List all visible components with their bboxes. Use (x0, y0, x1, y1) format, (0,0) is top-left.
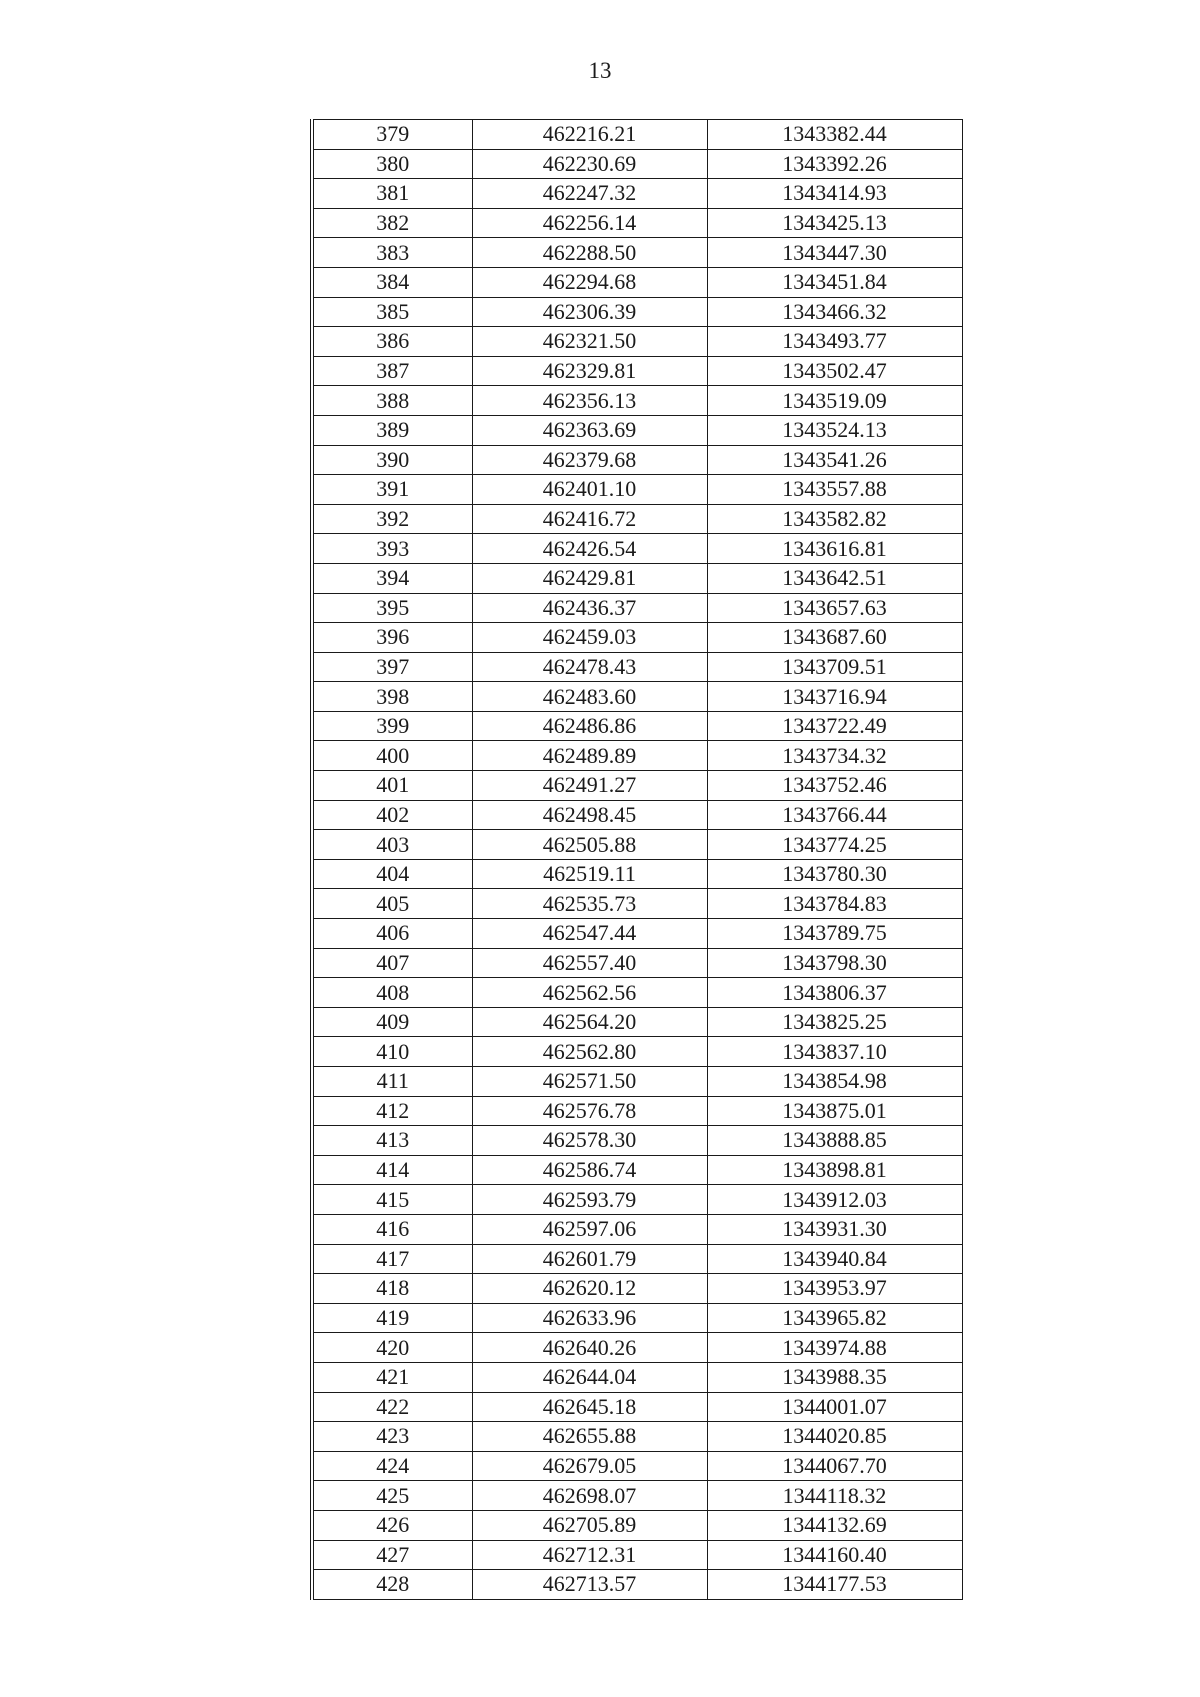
point-number-cell: 426 (312, 1510, 472, 1540)
table-row (312, 1510, 962, 1540)
y-coordinate-cell: 1343940.84 (707, 1244, 962, 1274)
y-coordinate-cell: 1343766.44 (707, 800, 962, 830)
point-number-cell: 404 (312, 859, 472, 889)
x-coordinate-cell: 462329.81 (472, 356, 707, 386)
coordinates-table (310, 119, 963, 1600)
table-row (312, 1392, 962, 1422)
point-number-cell: 425 (312, 1481, 472, 1511)
y-coordinate-cell: 1343953.97 (707, 1274, 962, 1304)
point-number-cell: 393 (312, 534, 472, 564)
table-row (312, 1214, 962, 1244)
table-row (312, 238, 962, 268)
table-row (312, 741, 962, 771)
table-row (312, 1481, 962, 1511)
y-coordinate-cell: 1343716.94 (707, 682, 962, 712)
x-coordinate-cell: 462698.07 (472, 1481, 707, 1511)
point-number-cell: 405 (312, 889, 472, 919)
table-row (312, 327, 962, 357)
x-coordinate-cell: 462535.73 (472, 889, 707, 919)
table-row (312, 267, 962, 297)
x-coordinate-cell: 462321.50 (472, 327, 707, 357)
y-coordinate-cell: 1343709.51 (707, 652, 962, 682)
y-coordinate-cell: 1343722.49 (707, 711, 962, 741)
table-row (312, 1570, 962, 1600)
y-coordinate-cell: 1343382.44 (707, 120, 962, 150)
y-coordinate-cell: 1343780.30 (707, 859, 962, 889)
table-row (312, 978, 962, 1008)
x-coordinate-cell: 462288.50 (472, 238, 707, 268)
point-number-cell: 380 (312, 149, 472, 179)
x-coordinate-cell: 462712.31 (472, 1540, 707, 1570)
x-coordinate-cell: 462562.56 (472, 978, 707, 1008)
point-number-cell: 411 (312, 1067, 472, 1097)
y-coordinate-cell: 1343557.88 (707, 475, 962, 505)
table-row (312, 1067, 962, 1097)
x-coordinate-cell: 462498.45 (472, 800, 707, 830)
point-number-cell: 386 (312, 327, 472, 357)
table-row (312, 1274, 962, 1304)
point-number-cell: 422 (312, 1392, 472, 1422)
table-row (312, 948, 962, 978)
point-number-cell: 402 (312, 800, 472, 830)
point-number-cell: 413 (312, 1126, 472, 1156)
x-coordinate-cell: 462644.04 (472, 1362, 707, 1392)
x-coordinate-cell: 462230.69 (472, 149, 707, 179)
point-number-cell: 416 (312, 1214, 472, 1244)
y-coordinate-cell: 1343784.83 (707, 889, 962, 919)
table-row (312, 889, 962, 919)
y-coordinate-cell: 1344132.69 (707, 1510, 962, 1540)
table-row (312, 208, 962, 238)
x-coordinate-cell: 462505.88 (472, 830, 707, 860)
point-number-cell: 387 (312, 356, 472, 386)
point-number-cell: 391 (312, 475, 472, 505)
table-row (312, 1333, 962, 1363)
x-coordinate-cell: 462593.79 (472, 1185, 707, 1215)
y-coordinate-cell: 1343875.01 (707, 1096, 962, 1126)
x-coordinate-cell: 462489.89 (472, 741, 707, 771)
x-coordinate-cell: 462620.12 (472, 1274, 707, 1304)
point-number-cell: 407 (312, 948, 472, 978)
x-coordinate-cell: 462356.13 (472, 386, 707, 416)
x-coordinate-cell: 462633.96 (472, 1303, 707, 1333)
table-row (312, 534, 962, 564)
point-number-cell: 398 (312, 682, 472, 712)
coordinates-table-body (312, 120, 962, 1600)
y-coordinate-cell: 1343789.75 (707, 919, 962, 949)
point-number-cell: 409 (312, 1007, 472, 1037)
x-coordinate-cell: 462578.30 (472, 1126, 707, 1156)
x-coordinate-cell: 462705.89 (472, 1510, 707, 1540)
x-coordinate-cell: 462562.80 (472, 1037, 707, 1067)
x-coordinate-cell: 462363.69 (472, 415, 707, 445)
point-number-cell: 395 (312, 593, 472, 623)
y-coordinate-cell: 1344118.32 (707, 1481, 962, 1511)
x-coordinate-cell: 462486.86 (472, 711, 707, 741)
point-number-cell: 420 (312, 1333, 472, 1363)
x-coordinate-cell: 462645.18 (472, 1392, 707, 1422)
y-coordinate-cell: 1343854.98 (707, 1067, 962, 1097)
table-row (312, 563, 962, 593)
table-row (312, 504, 962, 534)
x-coordinate-cell: 462247.32 (472, 179, 707, 209)
point-number-cell: 389 (312, 415, 472, 445)
y-coordinate-cell: 1343734.32 (707, 741, 962, 771)
y-coordinate-cell: 1343752.46 (707, 771, 962, 801)
y-coordinate-cell: 1343493.77 (707, 327, 962, 357)
x-coordinate-cell: 462597.06 (472, 1214, 707, 1244)
y-coordinate-cell: 1343582.82 (707, 504, 962, 534)
x-coordinate-cell: 462547.44 (472, 919, 707, 949)
point-number-cell: 423 (312, 1422, 472, 1452)
x-coordinate-cell: 462216.21 (472, 120, 707, 150)
y-coordinate-cell: 1344020.85 (707, 1422, 962, 1452)
y-coordinate-cell: 1343825.25 (707, 1007, 962, 1037)
point-number-cell: 383 (312, 238, 472, 268)
table-row (312, 1303, 962, 1333)
point-number-cell: 421 (312, 1362, 472, 1392)
x-coordinate-cell: 462491.27 (472, 771, 707, 801)
table-row (312, 1096, 962, 1126)
x-coordinate-cell: 462655.88 (472, 1422, 707, 1452)
table-row (312, 1037, 962, 1067)
table-row (312, 1244, 962, 1274)
point-number-cell: 382 (312, 208, 472, 238)
y-coordinate-cell: 1343912.03 (707, 1185, 962, 1215)
table-row (312, 711, 962, 741)
y-coordinate-cell: 1343898.81 (707, 1155, 962, 1185)
x-coordinate-cell: 462294.68 (472, 267, 707, 297)
x-coordinate-cell: 462478.43 (472, 652, 707, 682)
y-coordinate-cell: 1343524.13 (707, 415, 962, 445)
table-row (312, 1422, 962, 1452)
table-row (312, 415, 962, 445)
table-row (312, 859, 962, 889)
table-row (312, 800, 962, 830)
y-coordinate-cell: 1343931.30 (707, 1214, 962, 1244)
point-number-cell: 410 (312, 1037, 472, 1067)
table-row (312, 652, 962, 682)
y-coordinate-cell: 1343451.84 (707, 267, 962, 297)
table-row (312, 682, 962, 712)
x-coordinate-cell: 462576.78 (472, 1096, 707, 1126)
x-coordinate-cell: 462483.60 (472, 682, 707, 712)
page-number: 13 (588, 58, 612, 83)
x-coordinate-cell: 462379.68 (472, 445, 707, 475)
point-number-cell: 406 (312, 919, 472, 949)
point-number-cell: 412 (312, 1096, 472, 1126)
y-coordinate-cell: 1343965.82 (707, 1303, 962, 1333)
point-number-cell: 379 (312, 120, 472, 150)
y-coordinate-cell: 1343414.93 (707, 179, 962, 209)
point-number-cell: 408 (312, 978, 472, 1008)
y-coordinate-cell: 1343988.35 (707, 1362, 962, 1392)
y-coordinate-cell: 1343687.60 (707, 623, 962, 653)
table-row (312, 445, 962, 475)
table-row (312, 1155, 962, 1185)
x-coordinate-cell: 462459.03 (472, 623, 707, 653)
x-coordinate-cell: 462436.37 (472, 593, 707, 623)
table-row (312, 1185, 962, 1215)
table-row (312, 1007, 962, 1037)
x-coordinate-cell: 462679.05 (472, 1451, 707, 1481)
point-number-cell: 427 (312, 1540, 472, 1570)
table-row (312, 830, 962, 860)
table-row (312, 179, 962, 209)
table-row (312, 593, 962, 623)
y-coordinate-cell: 1343502.47 (707, 356, 962, 386)
table-row (312, 1540, 962, 1570)
y-coordinate-cell: 1343642.51 (707, 563, 962, 593)
y-coordinate-cell: 1343392.26 (707, 149, 962, 179)
point-number-cell: 403 (312, 830, 472, 860)
point-number-cell: 428 (312, 1570, 472, 1600)
x-coordinate-cell: 462601.79 (472, 1244, 707, 1274)
point-number-cell: 414 (312, 1155, 472, 1185)
table-row (312, 475, 962, 505)
table-row (312, 120, 962, 150)
y-coordinate-cell: 1343519.09 (707, 386, 962, 416)
y-coordinate-cell: 1343837.10 (707, 1037, 962, 1067)
point-number-cell: 397 (312, 652, 472, 682)
y-coordinate-cell: 1344001.07 (707, 1392, 962, 1422)
table-row (312, 356, 962, 386)
y-coordinate-cell: 1343774.25 (707, 830, 962, 860)
x-coordinate-cell: 462564.20 (472, 1007, 707, 1037)
table-row (312, 1126, 962, 1156)
table-row (312, 386, 962, 416)
table-row (312, 149, 962, 179)
point-number-cell: 392 (312, 504, 472, 534)
table-row (312, 771, 962, 801)
y-coordinate-cell: 1343974.88 (707, 1333, 962, 1363)
x-coordinate-cell: 462640.26 (472, 1333, 707, 1363)
x-coordinate-cell: 462713.57 (472, 1570, 707, 1600)
x-coordinate-cell: 462586.74 (472, 1155, 707, 1185)
point-number-cell: 390 (312, 445, 472, 475)
table-row (312, 297, 962, 327)
x-coordinate-cell: 462416.72 (472, 504, 707, 534)
x-coordinate-cell: 462306.39 (472, 297, 707, 327)
y-coordinate-cell: 1344067.70 (707, 1451, 962, 1481)
y-coordinate-cell: 1343541.26 (707, 445, 962, 475)
table-row (312, 623, 962, 653)
y-coordinate-cell: 1344177.53 (707, 1570, 962, 1600)
point-number-cell: 417 (312, 1244, 472, 1274)
x-coordinate-cell: 462429.81 (472, 563, 707, 593)
y-coordinate-cell: 1343425.13 (707, 208, 962, 238)
point-number-cell: 394 (312, 563, 472, 593)
point-number-cell: 396 (312, 623, 472, 653)
y-coordinate-cell: 1343798.30 (707, 948, 962, 978)
point-number-cell: 385 (312, 297, 472, 327)
table-row (312, 1362, 962, 1392)
y-coordinate-cell: 1343616.81 (707, 534, 962, 564)
y-coordinate-cell: 1344160.40 (707, 1540, 962, 1570)
point-number-cell: 424 (312, 1451, 472, 1481)
point-number-cell: 399 (312, 711, 472, 741)
point-number-cell: 401 (312, 771, 472, 801)
point-number-cell: 400 (312, 741, 472, 771)
x-coordinate-cell: 462426.54 (472, 534, 707, 564)
point-number-cell: 419 (312, 1303, 472, 1333)
table-row (312, 919, 962, 949)
x-coordinate-cell: 462401.10 (472, 475, 707, 505)
point-number-cell: 381 (312, 179, 472, 209)
y-coordinate-cell: 1343888.85 (707, 1126, 962, 1156)
table-row (312, 1451, 962, 1481)
y-coordinate-cell: 1343806.37 (707, 978, 962, 1008)
point-number-cell: 415 (312, 1185, 472, 1215)
x-coordinate-cell: 462571.50 (472, 1067, 707, 1097)
y-coordinate-cell: 1343447.30 (707, 238, 962, 268)
point-number-cell: 388 (312, 386, 472, 416)
point-number-cell: 384 (312, 267, 472, 297)
x-coordinate-cell: 462519.11 (472, 859, 707, 889)
x-coordinate-cell: 462256.14 (472, 208, 707, 238)
x-coordinate-cell: 462557.40 (472, 948, 707, 978)
point-number-cell: 418 (312, 1274, 472, 1304)
y-coordinate-cell: 1343657.63 (707, 593, 962, 623)
y-coordinate-cell: 1343466.32 (707, 297, 962, 327)
